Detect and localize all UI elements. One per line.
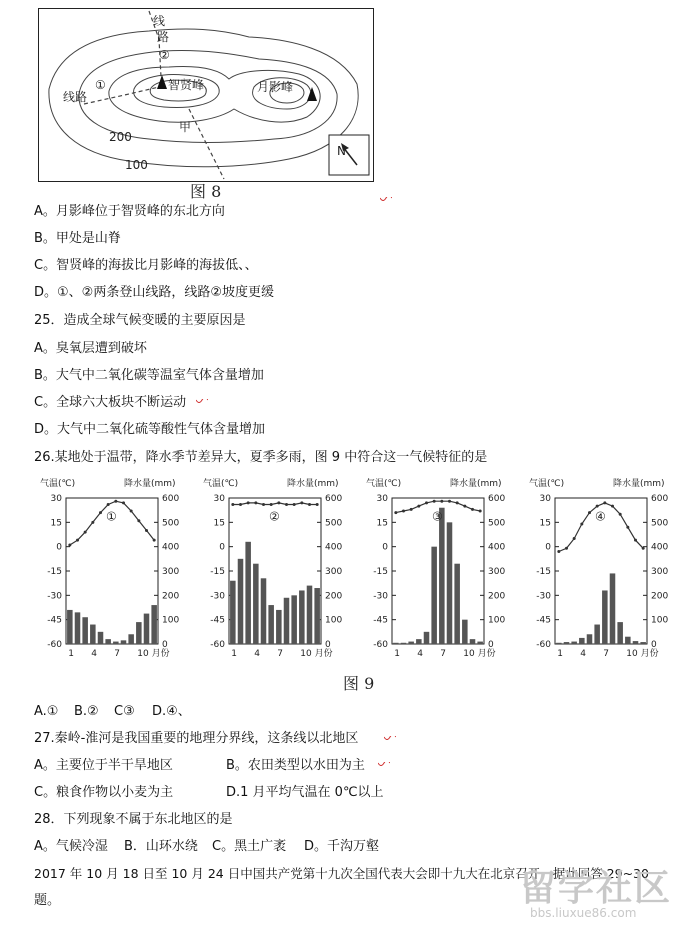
temperature-point [84, 531, 87, 534]
footer-line-1: 2017 年 10 月 18 日至 10 月 24 日中国共产党第十九次全国代表大会即十九大在北京召开，据此回答 29~30 [34, 866, 649, 881]
temp-tick-label: 30 [376, 494, 388, 504]
temp-tick-label: 0 [219, 542, 225, 553]
precip-bar [556, 643, 562, 644]
precip-tick-label: 500 [651, 518, 669, 529]
precip-bar [594, 625, 600, 644]
temperature-point [130, 509, 133, 512]
precip-tick-label: 400 [162, 542, 180, 553]
precip-bar [439, 508, 445, 644]
precip-bar [90, 625, 96, 644]
temperature-point [596, 505, 599, 508]
temperature-point [99, 511, 102, 514]
temperature-point [239, 503, 242, 506]
q27-option-c: C。粮食作物以小麦为主 [34, 785, 174, 800]
climate-chart-3 [366, 477, 505, 659]
precip-bar [424, 632, 430, 644]
precip-bar [625, 637, 631, 644]
q27-option-b: B。农田类型以水田为主 [226, 758, 365, 773]
temp-tick-label: -15 [536, 567, 551, 577]
temperature-point [603, 501, 606, 504]
month-tick-label: 1 [68, 649, 75, 659]
temp-tick-label: -15 [210, 567, 225, 577]
q28-option-d: D。千沟万壑 [304, 839, 380, 854]
precip-tick-label: 600 [162, 494, 180, 504]
temp-tick-label: -60 [47, 640, 62, 650]
q25-option-a: A。臭氧层遭到破坏 [34, 341, 147, 356]
red-squiggle [378, 762, 390, 768]
peak-label-zhixian: 智贤峰 [168, 78, 205, 92]
precip-tick-label: 0 [325, 640, 331, 650]
precip-bar [261, 578, 267, 644]
q27-option-d: D.1 月平均气温在 0℃以上 [226, 785, 384, 800]
temperature-point [626, 526, 629, 529]
precip-tick-label: 400 [651, 542, 669, 553]
temperature-point [471, 508, 474, 511]
precip-bar [284, 598, 290, 644]
q26-answer-d: D.④、 [152, 704, 191, 719]
precip-bar [416, 639, 422, 644]
peak-marker-yueying [307, 87, 317, 101]
temp-tick-label: 15 [50, 518, 62, 529]
temperature-point [145, 529, 148, 532]
month-tick-label: 1 [557, 649, 564, 659]
watermark-url: bbs.liuxue86.com [530, 906, 637, 920]
precip-bar [447, 522, 453, 644]
temp-tick-label: -30 [210, 591, 225, 602]
temperature-point [448, 500, 451, 503]
q25-option-c: C。全球六大板块不断运动 [34, 395, 187, 410]
month-tick-label: 1 [231, 649, 238, 659]
q25-option-d: D。大气中二氧化硫等酸性气体含量增加 [34, 422, 266, 437]
temp-tick-label: -30 [373, 591, 388, 602]
precip-tick-label: 0 [488, 640, 494, 650]
q27-stem: 27.秦岭-淮河是我国重要的地理分界线，这条线以北地区 [34, 731, 359, 746]
temperature-point [580, 522, 583, 525]
month-tick-label: 7 [277, 649, 284, 659]
q26-answer-a: A.① [34, 704, 59, 719]
temperature-point [137, 519, 140, 522]
temp-tick-label: -45 [210, 615, 225, 626]
precip-bar [454, 564, 460, 644]
temperature-point [270, 503, 273, 506]
temp-tick-label: -45 [373, 615, 388, 626]
temperature-point [588, 511, 591, 514]
temp-tick-label: 15 [376, 518, 388, 529]
temp-tick-label: -45 [536, 615, 551, 626]
month-tick-label: 10 月份 [300, 649, 333, 659]
month-tick-label: 1 [394, 649, 401, 659]
precip-bar [98, 632, 104, 644]
precip-tick-label: 0 [162, 640, 168, 650]
precip-bar [564, 642, 570, 644]
precip-bar [470, 639, 476, 644]
climate-chart-4 [529, 477, 668, 659]
temperature-point [277, 501, 280, 504]
precip-tick-label: 100 [488, 615, 506, 626]
precip-bar [105, 639, 111, 644]
temperature-point [68, 544, 71, 547]
q24-option-d: D。①、②两条登山线路，线路②坡度更缓 [34, 285, 274, 300]
temperature-point [611, 505, 614, 508]
temperature-point [122, 501, 125, 504]
precip-bar [610, 573, 616, 644]
precip-tick-label: 400 [325, 542, 343, 553]
temp-tick-label: 15 [213, 518, 225, 529]
q26-answer-c: C③ [114, 704, 135, 719]
temp-tick-label: -15 [373, 567, 388, 577]
q25-stem: 25．造成全球气候变暖的主要原因是 [34, 313, 246, 328]
temperature-point [634, 539, 637, 542]
temperature-point [573, 537, 576, 540]
q26-answer-b: B.② [74, 704, 99, 719]
temperature-point [425, 501, 428, 504]
panel-number: ③ [432, 509, 443, 524]
q28-option-b: B．山环水绕 [124, 839, 198, 854]
precip-bar [276, 610, 282, 644]
temperature-point [440, 500, 443, 503]
panel-number: ② [269, 509, 280, 524]
precip-tick-label: 200 [651, 591, 669, 602]
contour-label-100: 100 [125, 158, 148, 172]
temperature-point [433, 500, 436, 503]
temp-tick-label: -15 [47, 567, 62, 577]
climate-chart-2 [203, 477, 342, 659]
figure-9-climate-charts [40, 476, 680, 666]
q28-stem: 28．下列现象不属于东北地区的是 [34, 812, 233, 827]
temperature-point [262, 503, 265, 506]
temp-tick-label: 15 [539, 518, 551, 529]
month-tick-label: 4 [91, 649, 98, 659]
route-2-number: ② [159, 48, 170, 62]
precip-tick-label: 300 [488, 567, 506, 577]
temp-tick-label: -60 [373, 640, 388, 650]
temp-tick-label: 0 [545, 542, 551, 553]
q28-option-c: C。黑土广袤 [212, 839, 287, 854]
precip-bar [67, 610, 73, 644]
month-tick-label: 4 [254, 649, 261, 659]
red-squiggle [384, 736, 396, 742]
precip-bar [602, 590, 608, 644]
precip-tick-label: 300 [162, 567, 180, 577]
q24-option-a: A。月影峰位于智贤峰的东北方向 [34, 204, 225, 219]
precip-bar [299, 590, 305, 644]
precip-bar [462, 620, 468, 644]
month-tick-label: 7 [114, 649, 121, 659]
temp-axis-title: 气温(℃) [40, 479, 76, 489]
route-2-label-char1: 线 [153, 14, 166, 28]
temperature-point [394, 511, 397, 514]
temperature-point [153, 539, 156, 542]
precip-bar [75, 612, 81, 644]
temperature-point [254, 501, 257, 504]
temperature-point [300, 501, 303, 504]
precip-bar [617, 622, 623, 644]
temp-axis-title: 气温(℃) [366, 479, 402, 489]
precip-bar [401, 643, 407, 644]
red-squiggle [196, 399, 208, 405]
precip-tick-label: 400 [488, 542, 506, 553]
temp-tick-label: 0 [382, 542, 388, 553]
temperature-point [316, 503, 319, 506]
temp-tick-label: -60 [210, 640, 225, 650]
precip-bar [587, 634, 593, 644]
temperature-point [308, 503, 311, 506]
panel-number: ④ [595, 509, 606, 524]
temp-tick-label: -60 [536, 640, 551, 650]
month-tick-label: 10 月份 [626, 649, 659, 659]
precip-tick-label: 200 [325, 591, 343, 602]
figure-9-caption: 图 9 [343, 674, 375, 693]
route-1-label: 线路 [63, 90, 88, 104]
month-tick-label: 4 [580, 649, 587, 659]
q28-option-a: A。气候冷湿 [34, 839, 108, 854]
temperature-point [402, 509, 405, 512]
precip-tick-label: 200 [488, 591, 506, 602]
precip-tick-label: 600 [651, 494, 669, 504]
precip-bar [393, 643, 399, 644]
month-tick-label: 7 [440, 649, 447, 659]
footer-line-2: 题。 [34, 893, 61, 908]
temperature-point [285, 503, 288, 506]
temperature-point [247, 501, 250, 504]
precip-bar [477, 642, 483, 644]
temp-tick-label: 30 [539, 494, 551, 504]
precip-bar [268, 605, 274, 644]
month-tick-label: 4 [417, 649, 424, 659]
temperature-point [114, 500, 117, 503]
precip-tick-label: 100 [162, 615, 180, 626]
temperature-point [479, 509, 482, 512]
temperature-point [463, 505, 466, 508]
north-label: N [337, 144, 346, 158]
temperature-point [410, 508, 413, 511]
precip-bar [408, 642, 414, 644]
temp-tick-label: -30 [536, 591, 551, 602]
contour-line-200 [79, 51, 337, 143]
temp-tick-label: -45 [47, 615, 62, 626]
temperature-point [417, 505, 420, 508]
temperature-point [293, 503, 296, 506]
temp-axis-title: 气温(℃) [529, 479, 565, 489]
precip-axis-title: 降水量(mm) [450, 479, 502, 489]
temperature-point [619, 513, 622, 516]
figure-8-caption: 图 8 [190, 182, 222, 201]
month-tick-label: 7 [603, 649, 610, 659]
precip-tick-label: 600 [325, 494, 343, 504]
panel-number: ① [106, 509, 117, 524]
temperature-point [76, 539, 79, 542]
temperature-point [231, 503, 234, 506]
precip-tick-label: 500 [325, 518, 343, 529]
precip-tick-label: 500 [488, 518, 506, 529]
precip-bar [245, 542, 251, 644]
precip-tick-label: 100 [651, 615, 669, 626]
climate-chart-1 [40, 477, 179, 659]
precip-axis-title: 降水量(mm) [287, 479, 339, 489]
precip-tick-label: 600 [488, 494, 506, 504]
precip-tick-label: 0 [651, 640, 657, 650]
q25-option-b: B。大气中二氧化碳等温室气体含量增加 [34, 368, 264, 383]
temp-tick-label: 30 [213, 494, 225, 504]
peak-label-yueying: 月影峰 [257, 80, 294, 94]
precip-tick-label: 300 [325, 567, 343, 577]
precip-bar [431, 547, 437, 644]
temp-tick-label: 0 [56, 542, 62, 553]
contour-label-200: 200 [109, 130, 132, 144]
temp-axis-title: 气温(℃) [203, 479, 239, 489]
contour-map [39, 9, 373, 181]
q24-option-c: C。智贤峰的海拔比月影峰的海拔低、、 [34, 258, 258, 273]
temperature-line [233, 503, 317, 505]
precip-bar [314, 588, 320, 644]
precip-bar [571, 642, 577, 644]
precip-bar [136, 622, 142, 644]
route-1-number: ① [95, 78, 106, 92]
q24-option-b: B。甲处是山脊 [34, 231, 121, 246]
contour-line-300 [109, 67, 320, 123]
precip-bar [151, 605, 157, 644]
precip-bar [128, 634, 134, 644]
peak-marker-zhixian [157, 75, 167, 89]
route-2-label-char2: 路 [157, 30, 170, 44]
precip-bar [579, 638, 585, 644]
figure-8-map [38, 8, 374, 182]
temperature-point [642, 547, 645, 550]
precip-bar [633, 641, 639, 644]
temp-tick-label: -30 [47, 591, 62, 602]
precip-bar [238, 559, 244, 644]
month-tick-label: 10 月份 [137, 649, 170, 659]
precip-bar [307, 586, 313, 644]
temp-tick-label: 30 [50, 494, 62, 504]
precip-bar [253, 564, 259, 644]
temperature-point [456, 501, 459, 504]
precip-bar [113, 642, 119, 644]
precip-bar [144, 614, 150, 644]
precip-bar [291, 595, 297, 644]
precip-bar [82, 617, 88, 644]
temperature-point [557, 550, 560, 553]
q27-option-a: A。主要位于半干旱地区 [34, 758, 173, 773]
q26-stem: 26.某地处于温带，降水季节差异大，夏季多雨，图 9 中符合这一气候特征的是 [34, 450, 488, 465]
month-tick-label: 10 月份 [463, 649, 496, 659]
precip-tick-label: 200 [162, 591, 180, 602]
temperature-point [91, 521, 94, 524]
temperature-point [107, 503, 110, 506]
red-squiggle [380, 197, 392, 203]
precip-axis-title: 降水量(mm) [613, 479, 665, 489]
jia-label: 甲 [179, 120, 192, 134]
temperature-point [565, 547, 568, 550]
precip-bar [230, 581, 236, 644]
precip-axis-title: 降水量(mm) [124, 479, 176, 489]
precip-tick-label: 500 [162, 518, 180, 529]
precip-bar [121, 640, 127, 644]
watermark-logo: 留学社区 [520, 868, 673, 909]
precip-tick-label: 300 [651, 567, 669, 577]
precip-bar [640, 642, 646, 644]
precip-tick-label: 100 [325, 615, 343, 626]
